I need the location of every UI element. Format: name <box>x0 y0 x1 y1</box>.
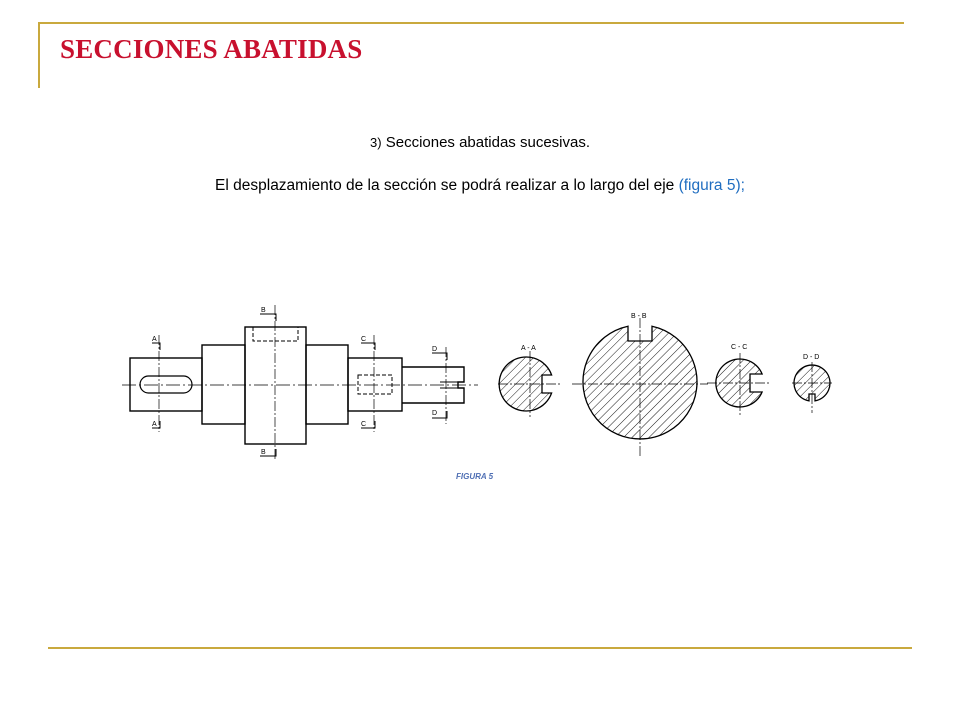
section-bb <box>572 318 708 456</box>
slide-title: SECCIONES ABATIDAS <box>60 34 363 64</box>
shaft-segment-5 <box>348 358 402 411</box>
body-text: El desplazamiento de la sección se podrá realizar a lo largo del eje <box>215 177 679 194</box>
section-label-d-top: D <box>432 346 438 353</box>
hidden-keyway-top <box>253 327 298 341</box>
section-cc <box>707 353 771 417</box>
section-label-a-top: A <box>152 336 157 343</box>
section-label-a-bottom: A <box>152 421 157 428</box>
section-label-d-bottom: D <box>432 410 438 417</box>
figure-reference: (figura 5); <box>678 177 745 194</box>
section-label-c-bottom: C <box>361 421 367 428</box>
section-title-dd: D - D <box>803 354 820 361</box>
section-label-b-bottom: B <box>261 449 266 456</box>
shaft-slot <box>140 376 192 393</box>
subtitle-text: Secciones abatidas sucesivas <box>385 134 586 151</box>
section-title-aa: A - A <box>521 345 536 352</box>
shaft-segment-4 <box>306 345 348 424</box>
subtitle-number: 3) <box>369 135 382 150</box>
section-label-c-top: C <box>361 336 367 343</box>
figure-caption: FIGURA 5 <box>456 472 494 481</box>
shaft-segment-middle <box>245 327 306 444</box>
shaft-segment-2 <box>202 345 245 424</box>
shaft-segment-left <box>130 358 202 411</box>
section-dd <box>792 362 832 413</box>
section-aa <box>498 351 562 417</box>
subtitle-period: . <box>585 134 591 151</box>
hidden-key <box>358 375 392 394</box>
shaft-drawing <box>122 305 478 460</box>
section-title-cc: C - C <box>731 344 748 351</box>
section-title-bb: B - B <box>631 313 647 320</box>
section-label-b-top: B <box>261 307 266 314</box>
